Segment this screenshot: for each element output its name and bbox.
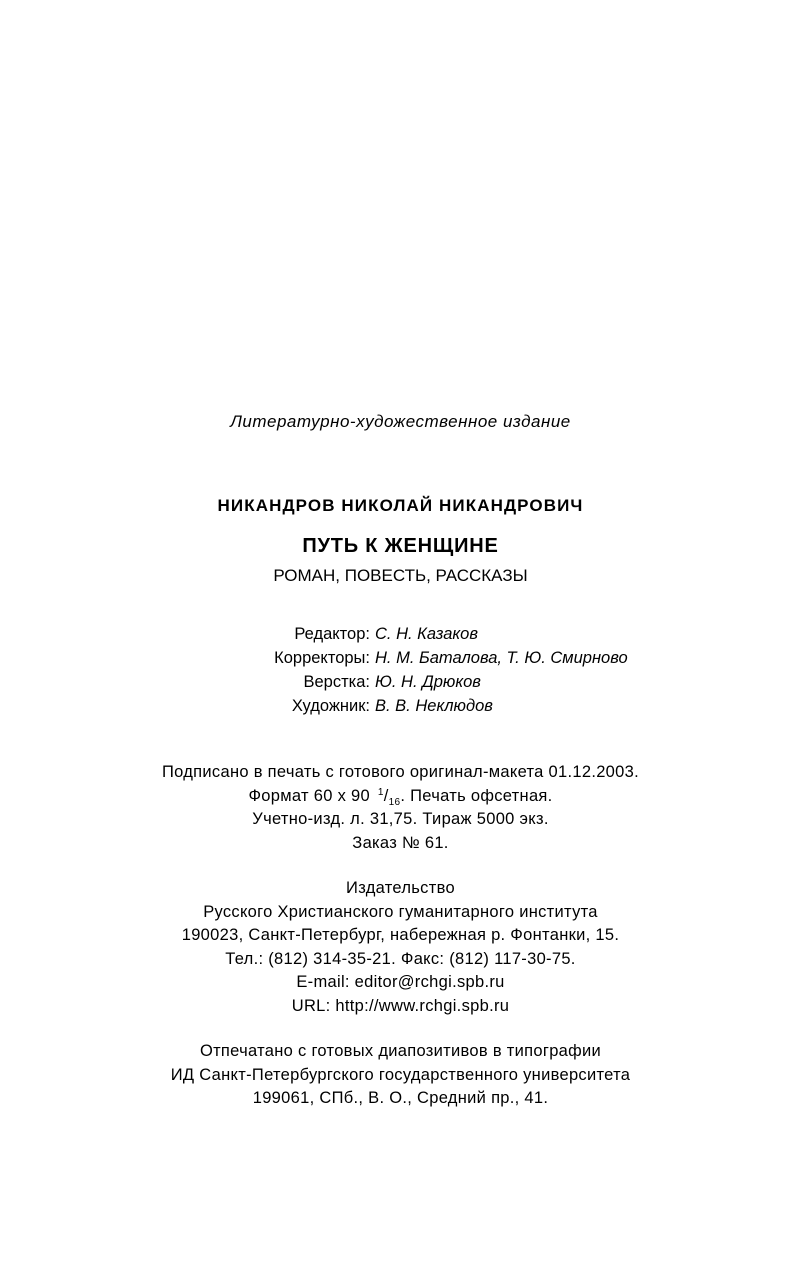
- format-prefix: Формат 60 x 90: [248, 786, 375, 805]
- book-genre: РОМАН, ПОВЕСТЬ, РАССКАЗЫ: [273, 566, 528, 585]
- print-signed-line: Подписано в печать с готового оригинал-макета 01.12.2003.: [161, 763, 639, 781]
- printer-line: ИД Санкт-Петербургского государственного университета: [170, 1065, 631, 1084]
- credit-role: Художник:: [291, 697, 370, 715]
- print-info-block: [0, 763, 801, 857]
- credit-row-proofreaders: [0, 649, 801, 673]
- print-order-line: Заказ № 61.: [352, 833, 449, 852]
- publisher-email: E-mail: editor@rchgi.spb.ru: [296, 973, 505, 991]
- publisher-url: URL: http://www.rchgi.spb.ru: [291, 996, 510, 1015]
- printer-address: 199061, СПб., В. О., Средний пр., 41.: [252, 1089, 549, 1107]
- publisher-address: 190023, Санкт-Петербург, набережная р. Фонтанки, 15.: [181, 926, 620, 944]
- credit-row-editor: [0, 625, 801, 649]
- credit-role: Редактор:: [294, 625, 370, 643]
- format-slash: /: [383, 786, 389, 805]
- credit-name: Ю. Н. Дрюков: [375, 673, 481, 691]
- printer-block: [0, 1042, 801, 1113]
- print-format-line: [0, 787, 801, 811]
- credit-row-layout: [0, 673, 801, 697]
- credit-name: В. В. Неклюдов: [375, 697, 493, 715]
- series-label: Литературно-художественное издание: [230, 412, 571, 431]
- publisher-line: Русского Христианского гуманитарного института: [203, 902, 598, 921]
- book-title: ПУТЬ К ЖЕНЩИНЕ: [302, 535, 499, 557]
- printer-line: Отпечатано с готовых диапозитивов в типографии: [199, 1042, 602, 1060]
- credit-row-artist: [0, 697, 801, 721]
- credit-name: С. Н. Казаков: [375, 625, 478, 643]
- publisher-line: Издательство: [346, 879, 455, 897]
- publisher-block: [0, 879, 801, 1020]
- format-numerator: 1: [377, 786, 384, 798]
- print-volume-line: Учетно-изд. л. 31,75. Тираж 5000 экз.: [252, 810, 549, 828]
- credit-role: Корректоры:: [274, 649, 370, 667]
- credit-role: Верстка:: [303, 673, 370, 691]
- author-name: НИКАНДРОВ НИКОЛАЙ НИКАНДРОВИЧ: [217, 496, 584, 515]
- publisher-phone: Тел.: (812) 314-35-21. Факс: (812) 117-30-75.: [225, 949, 576, 968]
- format-suffix: . Печать офсетная.: [400, 786, 553, 805]
- format-denominator: 16: [388, 796, 401, 808]
- credit-name: Н. М. Баталова, Т. Ю. Смирново: [375, 649, 628, 667]
